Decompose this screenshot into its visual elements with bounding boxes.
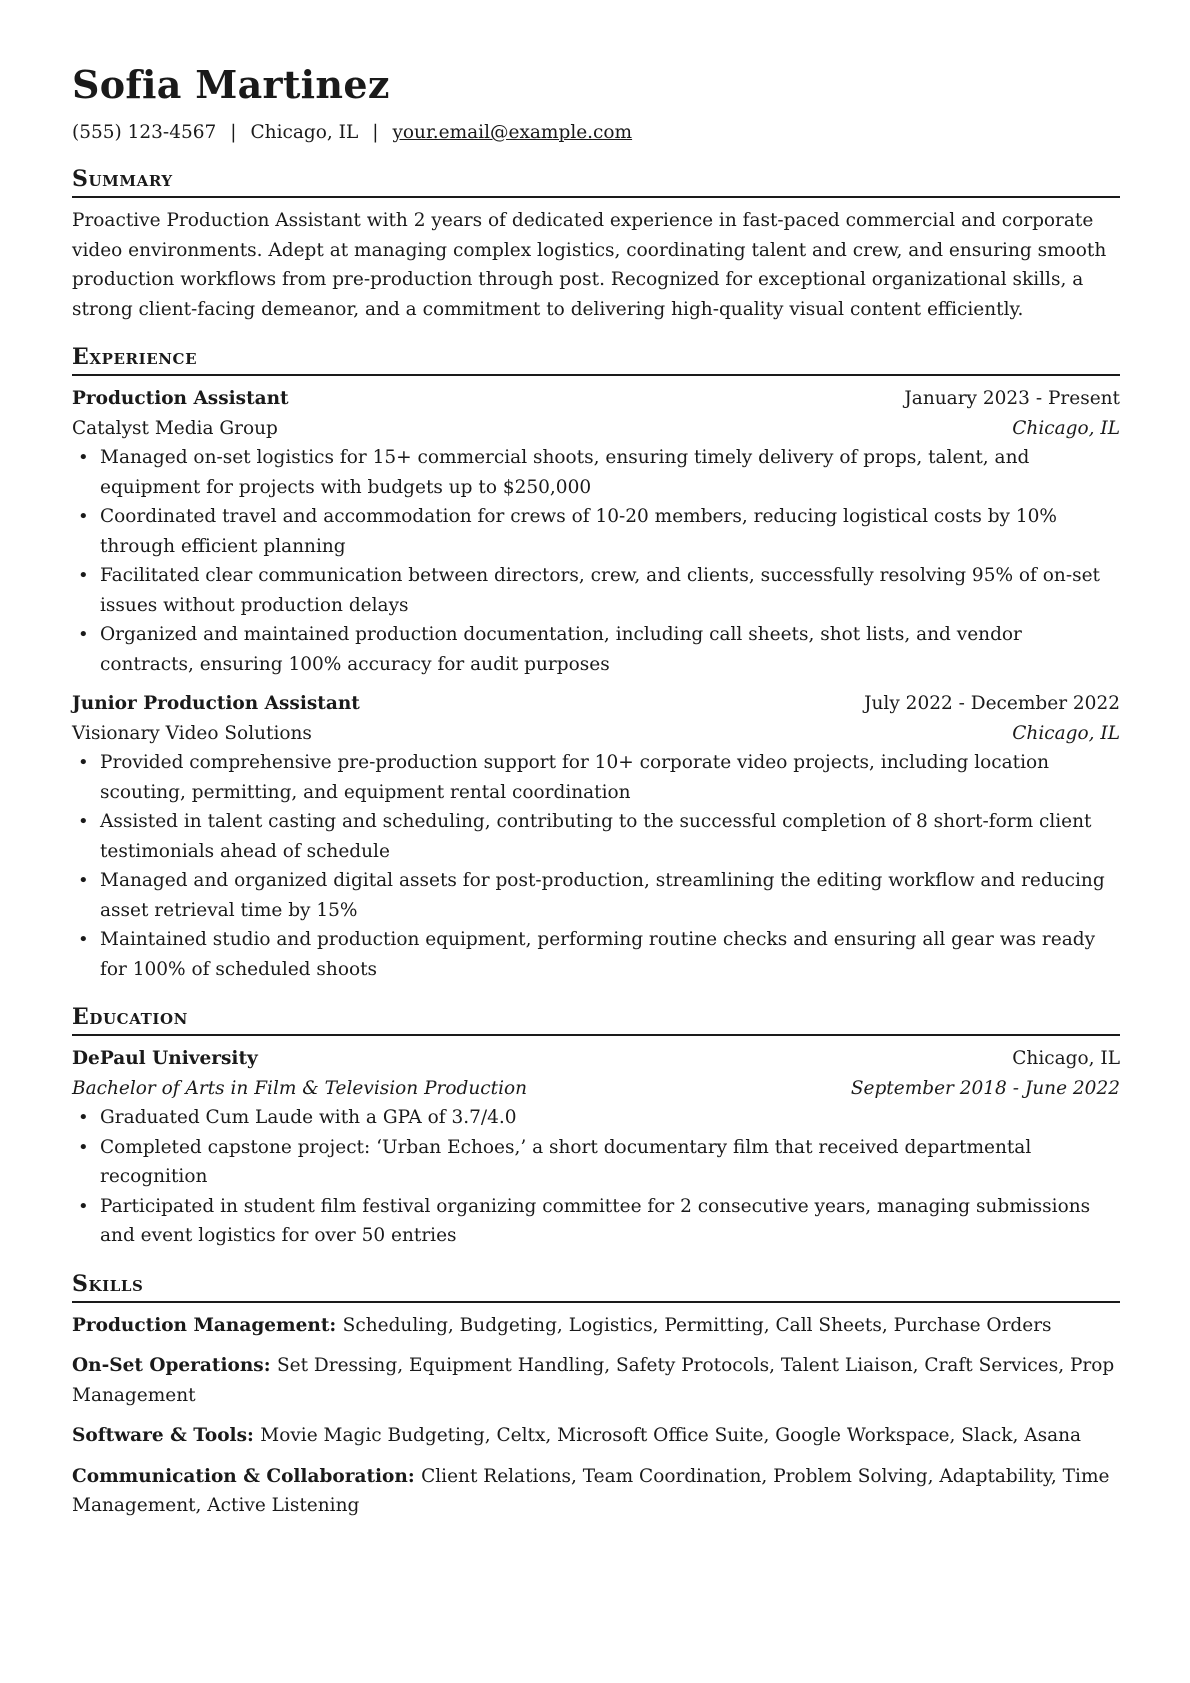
experience-section bbox=[72, 342, 1120, 984]
job-role: Junior Production Assistant bbox=[72, 693, 360, 714]
list-item: • Completed capstone project: ‘Urban Echoes,’ a short documentary film that received departmental recognition bbox=[72, 1133, 1120, 1192]
education-entry bbox=[72, 1044, 1120, 1251]
job-location: Chicago, IL bbox=[1012, 722, 1120, 744]
job-bullets bbox=[72, 748, 1120, 984]
education-dates: September 2018 - June 2022 bbox=[850, 1077, 1120, 1099]
school-name: DePaul University bbox=[72, 1048, 258, 1069]
school-location: Chicago, IL bbox=[1012, 1048, 1120, 1069]
experience-heading: Experience bbox=[72, 342, 1120, 376]
contact-line bbox=[72, 120, 1120, 146]
education-section bbox=[72, 1002, 1120, 1251]
skill-label: Production Management: bbox=[72, 1314, 343, 1336]
job-company: Catalyst Media Group bbox=[72, 417, 278, 439]
contact-separator: | bbox=[230, 122, 237, 143]
job-bullets bbox=[72, 443, 1120, 679]
skill-value: Scheduling, Budgeting, Logistics, Permitting, Call Sheets, Purchase Orders bbox=[342, 1314, 1052, 1336]
job-entry bbox=[72, 689, 1120, 984]
list-item: • Participated in student film festival organizing committee for 2 consecutive years, managing submissions and event logistics for over 50 entries bbox=[72, 1192, 1120, 1251]
job-company-row bbox=[72, 719, 1120, 749]
job-header-row bbox=[72, 384, 1120, 414]
candidate-name: Sofia Martinez bbox=[72, 62, 390, 107]
job-header-row bbox=[72, 689, 1120, 719]
skill-label: On-Set Operations: bbox=[72, 1355, 277, 1376]
skills-heading: Skills bbox=[72, 1269, 1120, 1303]
skill-label: Communication & Collaboration: bbox=[72, 1465, 422, 1487]
list-item: • Facilitated clear communication between directors, crew, and clients, successfully resolving 95% of on-set issues without production delays bbox=[72, 561, 1120, 620]
skill-row bbox=[72, 1311, 1120, 1341]
summary-text: Proactive Production Assistant with 2 years of dedicated experience in fast-paced commercial and corporate video environments. Adept at managing complex logistics, coordinating talent and crew, and ensuring smooth production workflows from pre-production through post. Recognized for exceptional organizational skills, a strong client-facing demeanor, and a commitment to delivering high-quality visual content efficiently. bbox=[72, 210, 1107, 320]
education-header-row bbox=[72, 1044, 1120, 1074]
list-item: • Managed and organized digital assets for post-production, streamlining the editing workflow and reducing asset retrieval time by 15% bbox=[72, 866, 1120, 925]
skills-section bbox=[72, 1269, 1120, 1521]
job-entry bbox=[72, 384, 1120, 679]
skill-value: Movie Magic Budgeting, Celtx, Microsoft Office Suite, Google Workspace, Slack, Asana bbox=[260, 1425, 1082, 1446]
list-item: • Organized and maintained production documentation, including call sheets, shot lists, and vendor contracts, ensuring 100% accuracy for audit purposes bbox=[72, 620, 1120, 679]
education-heading: Education bbox=[72, 1002, 1120, 1036]
contact-phone: (555) 123-4567 bbox=[72, 122, 217, 143]
list-item: • Assisted in talent casting and scheduling, contributing to the successful completion of 8 short-form client testimonials ahead of schedule bbox=[72, 807, 1120, 866]
job-location: Chicago, IL bbox=[1012, 417, 1120, 439]
education-bullets bbox=[72, 1103, 1120, 1251]
list-item: • Managed on-set logistics for 15+ commercial shoots, ensuring timely delivery of props, talent, and equipment for projects with budgets up to $250,000 bbox=[72, 443, 1120, 502]
list-item: • Maintained studio and production equipment, performing routine checks and ensuring all gear was ready for 100% of scheduled shoots bbox=[72, 925, 1120, 984]
education-degree-row bbox=[72, 1074, 1120, 1104]
list-item: • Graduated Cum Laude with a GPA of 3.7/4.0 bbox=[72, 1103, 1120, 1133]
summary-section bbox=[72, 164, 1120, 324]
job-dates: January 2023 - Present bbox=[904, 388, 1120, 409]
contact-separator: | bbox=[372, 122, 379, 143]
skill-label: Software & Tools: bbox=[72, 1425, 261, 1446]
degree: Bachelor of Arts in Film & Television Production bbox=[72, 1077, 528, 1099]
skill-row bbox=[72, 1462, 1120, 1521]
skill-row bbox=[72, 1351, 1120, 1410]
job-role: Production Assistant bbox=[72, 388, 289, 409]
job-company-row bbox=[72, 414, 1120, 444]
summary-heading: Summary bbox=[72, 164, 1120, 198]
contact-email-link[interactable]: your.email@example.com bbox=[392, 122, 633, 143]
contact-location: Chicago, IL bbox=[250, 122, 359, 143]
list-item: • Coordinated travel and accommodation for crews of 10-20 members, reducing logistical costs by 10% through efficient planning bbox=[72, 502, 1120, 561]
job-company: Visionary Video Solutions bbox=[72, 722, 312, 744]
skill-value: Client Relations, Team Coordination, Problem Solving, Adaptability, Time Management, Active Listening bbox=[72, 1465, 1110, 1516]
job-dates: July 2022 - December 2022 bbox=[864, 693, 1120, 714]
skill-row bbox=[72, 1421, 1120, 1451]
list-item: • Provided comprehensive pre-production support for 10+ corporate video projects, including location scouting, permitting, and equipment rental coordination bbox=[72, 748, 1120, 807]
skill-value: Set Dressing, Equipment Handling, Safety Protocols, Talent Liaison, Craft Services, Prop Management bbox=[72, 1355, 1115, 1406]
